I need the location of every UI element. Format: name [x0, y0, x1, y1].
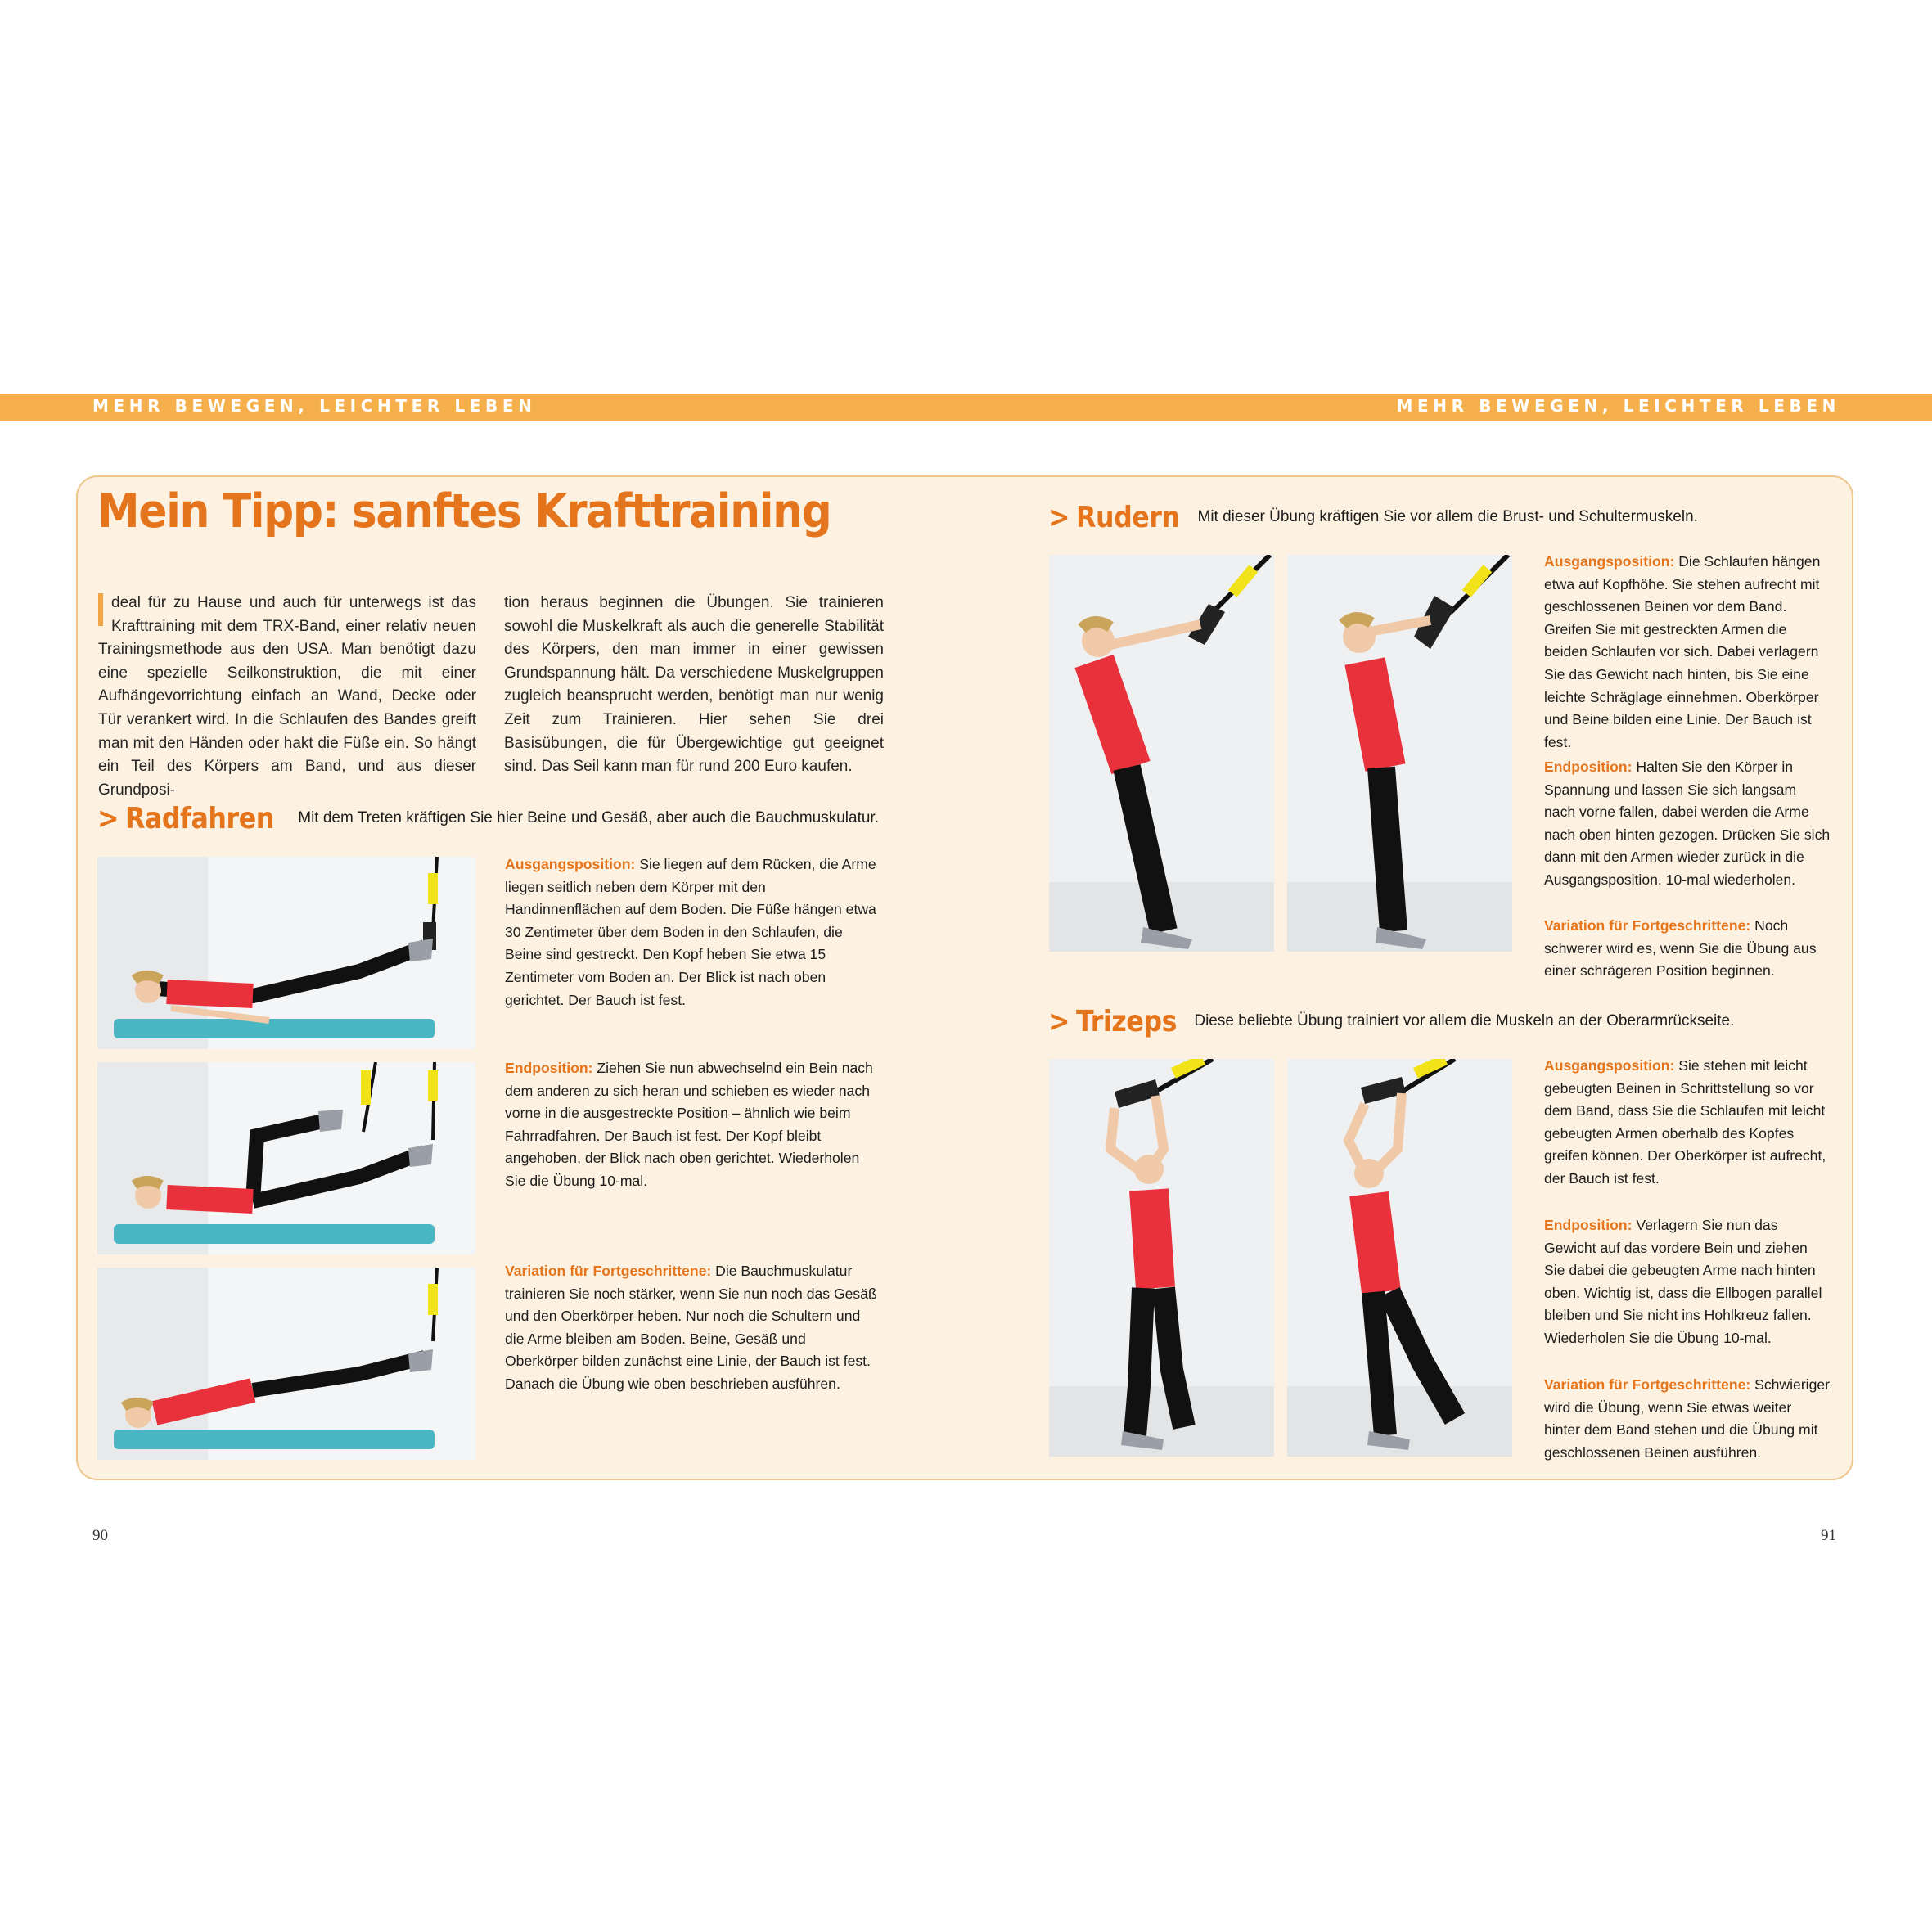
radfahren-start-text — [505, 853, 881, 1011]
photo-rudern-end — [1287, 555, 1512, 952]
body-text: Die Schlaufen hängen etwa auf Kopfhöhe. Sie stehen aufrecht mit geschlossenen Beinen vor dem Band. Greifen Sie mit gestreckten Armen die beiden Schlaufen vor sich. Dabei verlagern Sie das Gewicht nach hinten, bis Sie eine leichte Schräglage einnehmen. Oberkörper und Beine bilden eine Linie. Der Bauch ist fest. — [1544, 553, 1821, 750]
label-ausgangsposition: Ausgangsposition: — [505, 856, 636, 872]
label-variation: Variation für Fortgeschrittene: — [505, 1263, 712, 1279]
page-title: Mein Tipp: sanftes Krafttraining — [97, 484, 831, 538]
section-description: Diese beliebte Übung trainiert vor allem die Muskeln an der Oberarmrückseite. — [1194, 1012, 1735, 1029]
trizeps-variation-text — [1544, 1374, 1831, 1464]
rudern-start-text — [1544, 551, 1831, 754]
label-endposition: Endposition: — [505, 1060, 593, 1076]
rudern-variation-text — [1544, 915, 1831, 983]
chevron-right-icon: > — [1048, 501, 1070, 534]
label-ausgangsposition: Ausgangsposition: — [1544, 553, 1675, 570]
chevron-right-icon: > — [97, 802, 119, 835]
running-header-left: MEHR BEWEGEN, LEICHTER LEBEN — [92, 396, 537, 416]
section-title: Radfahren — [125, 802, 274, 835]
section-rudern-heading — [1048, 501, 1698, 534]
body-text: Halten Sie den Körper in Spannung und lassen Sie sich langsam nach vorne fallen, dabei werden die Arme nach oben hinten gezogen. Drücken Sie sich dann mit den Armen wieder zurück in die Ausgangsposition. 10-mal wiederholen. — [1544, 759, 1831, 888]
label-endposition: Endposition: — [1544, 1217, 1633, 1233]
trizeps-start-text — [1544, 1055, 1831, 1191]
page-number-right: 91 — [1821, 1527, 1836, 1544]
body-text: Ziehen Sie nun abwechselnd ein Bein nach dem anderen zu sich heran und schieben es wieder nach vorne in die ausgestreckte Position – ähnlich wie beim Fahrradfahren. Der Bauch ist fest. Der Kopf bleibt angehoben, der Blick nach oben gerichtet. Wiederholen Sie die Übung 10-mal. — [505, 1060, 873, 1189]
dropcap-bar — [98, 593, 103, 626]
section-description: Mit dem Treten kräftigen Sie hier Beine und Gesäß, aber auch die Bauchmuskulatur. — [298, 809, 879, 826]
body-text: Schwieriger wird die Übung, wenn Sie etwas weiter hinter dem Band stehen und die Übung mit geschlossenen Beinen ausführen. — [1544, 1376, 1831, 1461]
label-variation: Variation für Fortgeschrittene: — [1544, 917, 1751, 934]
section-description: Mit dieser Übung kräftigen Sie vor allem die Brust- und Schultermuskeln. — [1197, 508, 1698, 525]
photo-radfahren-variation — [97, 1268, 475, 1460]
page-number-left: 90 — [92, 1527, 108, 1544]
photo-trizeps-end — [1287, 1059, 1512, 1457]
trizeps-end-text — [1544, 1214, 1831, 1350]
photo-radfahren-end — [97, 1062, 475, 1254]
body-text: Verlagern Sie nun das Gewicht auf das vordere Bein und ziehen Sie dabei die gebeugten Arme nach hinten oben. Wichtig ist, dass die Ellbogen parallel bleiben und Sie nicht ins Hohlkreuz fallen. Wiederholen Sie die Übung 10-mal. — [1544, 1217, 1822, 1346]
radfahren-end-text — [505, 1057, 881, 1193]
photo-trizeps-start — [1049, 1059, 1274, 1457]
body-text: Sie liegen auf dem Rücken, die Arme liegen seitlich neben dem Körper mit den Handinnenflächen auf dem Boden. Die Füße hängen etwa 30 Zentimeter über dem Boden in den Schlaufen, die Beine sind gestreckt. Den Kopf heben Sie etwa 15 Zentimeter vom Boden an. Der Blick ist nach oben gerichtet. Der Bauch ist fest. — [505, 856, 876, 1008]
body-text: Sie stehen mit leicht gebeugten Beinen in Schrittstellung so vor dem Band, dass Sie die Schlaufen mit leicht gebeugten Armen oberhalb des Kopfes greifen können. Der Oberkörper ist aufrecht, der Bauch ist fest. — [1544, 1057, 1826, 1187]
label-ausgangsposition: Ausgangsposition: — [1544, 1057, 1675, 1074]
chevron-right-icon: > — [1048, 1005, 1070, 1038]
body-text: Die Bauchmuskulatur trainieren Sie noch stärker, wenn Sie nun noch das Gesäß und den Oberkörper heben. Nur noch die Schultern und die Arme bleiben am Boden. Beine, Gesäß und Oberkörper bilden zunächst eine Linie, der Bauch ist fest. Danach die Übung wie oben beschrieben ausführen. — [505, 1263, 877, 1392]
section-title: Trizeps — [1076, 1005, 1178, 1038]
rudern-end-text — [1544, 756, 1831, 892]
section-title: Rudern — [1076, 501, 1180, 534]
body-text: Noch schwerer wird es, wenn Sie die Übung aus einer schrägeren Position beginnen. — [1544, 917, 1817, 980]
section-trizeps-heading — [1048, 1005, 1734, 1038]
running-header-right: MEHR BEWEGEN, LEICHTER LEBEN — [1396, 396, 1840, 416]
intro-column-2: tion heraus beginnen die Übungen. Sie trainieren sowohl die Muskelkraft als auch die generelle Stabilität des Körpers, den man immer in einer gewissen Grundspannung hält. Da verschiedene Muskelgruppen zugleich beansprucht werden, benötigt man nur wenig Zeit zum Trainieren. Hier sehen Sie drei Basisübungen, die für Übergewichtige gut geeignet sind. Das Seil kann man für rund 200 Euro kaufen. — [504, 594, 884, 776]
photo-radfahren-start — [97, 857, 475, 1049]
running-header-band — [0, 394, 1932, 421]
intro-text-1: deal für zu Hause und auch für unterwegs ist das Krafttraining mit dem TRX-Band, einer relativ neuen Trainingsmethode aus den USA. Man benötigt dazu eine spezielle Seilkonstruktion, die mit einer Aufhängevorrichtung einfach an Wand, Decke oder Tür verankert wird. In die Schlaufen des Bandes greift man mit den Händen oder hakt die Füße ein. So hängt ein Teil des Körpers am Band, und aus dieser Grundposi- — [98, 594, 476, 799]
photo-rudern-start — [1049, 555, 1274, 952]
section-radfahren-heading — [97, 802, 879, 835]
intro-column-1 — [98, 592, 476, 802]
radfahren-variation-text — [505, 1260, 881, 1396]
label-variation: Variation für Fortgeschrittene: — [1544, 1376, 1751, 1393]
label-endposition: Endposition: — [1544, 759, 1633, 775]
